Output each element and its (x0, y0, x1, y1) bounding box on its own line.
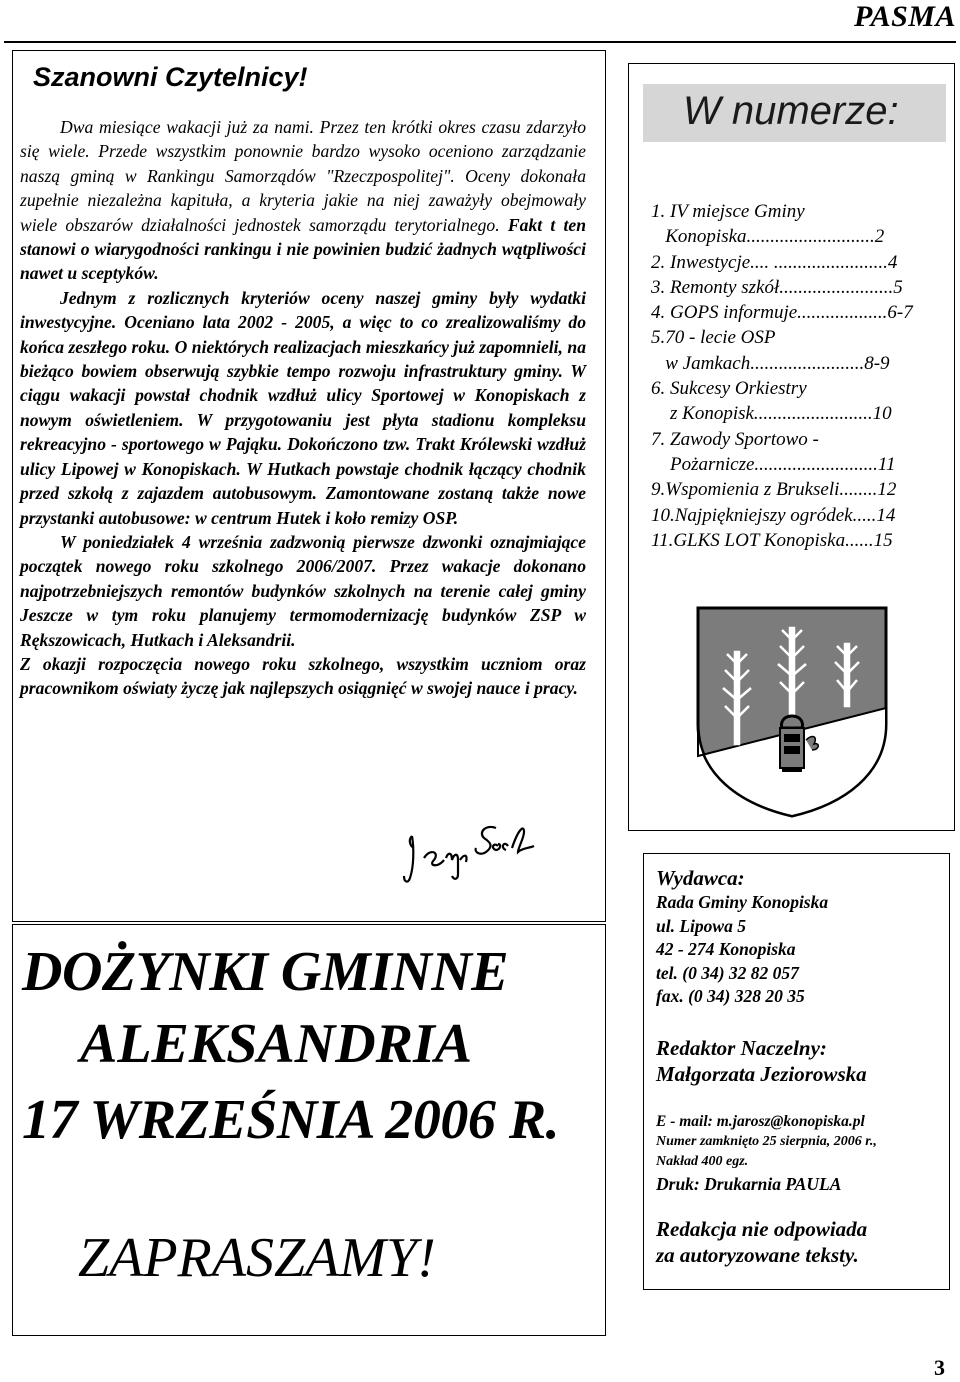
publisher-postal: 42 - 274 Konopiska (656, 939, 796, 960)
editor-name: Małgorzata Jeziorowska (656, 1061, 867, 1086)
toc-list (651, 199, 951, 553)
toc-row: 3. Remonty szkół........................5 (651, 276, 903, 298)
letter-paragraph-2: Jednym z rozlicznych kryteriów oceny naszej gminy były wydatki inwestycyjne. Oceniano lata 2002 - 2005, a więc to co zrealizowaliśmy do końca zeszłego roku. O niektórych realizacjach mieszkańcy już zapomnieli, na bieżąco bowiem obserwują szybkie tempo rozwoju infrastruktury gminy. W ciągu wakacji powstał chodnik wzdłuż ulicy Sportowej w Konopiskach z nowym oświetleniem. W przygotowaniu jest płyta stadionu kompleksu rekreacyjno - sportowego w Pająku. Dokończono tzw. Trakt Królewski wzdłuż ulicy Lipowej w Konopiskach. W Hutkach powstaje chodnik łączący chodnik przed szkołą z zajazdem autobusowym. Zamontowane zostaną także nowe przystanki autobusowe: w centrum Hutek i koło remizy OSP. (20, 287, 586, 528)
event-invite: ZAPRASZAMY! (78, 1227, 436, 1289)
event-date: 17 WRZEŚNIA 2006 R. (22, 1089, 560, 1151)
toc-row: 1. IV miejsce Gminy (651, 201, 805, 222)
letter-paragraph-4: Z okazji rozpoczęcia nowego roku szkolnego, wszystkim uczniom oraz pracownikom oświaty życzę jak najlepszych osiągnięć w swojej nauce i pracy. (20, 653, 586, 699)
publisher-label: Wydawca: (656, 866, 745, 890)
publisher-tel: tel. (0 34) 32 82 057 (656, 962, 799, 983)
toc-row: 6. Sukcesy Orkiestry (651, 378, 807, 400)
toc-row: Pożarnicze..........................11 (651, 453, 896, 475)
header-rule (4, 41, 956, 43)
toc-row: 4. GOPS informuje...................6-7 (651, 302, 913, 324)
publisher-street: ul. Lipowa 5 (656, 915, 746, 936)
letter-paragraph-1-text: Dwa miesiące wakacji już za nami. Przez ten krótki okres czasu zdarzyło się wiele. Przede wszystkim ponownie bardzo wysoko oceniono zarządzanie naszą gminą w Rankingu Samorządów "Rzeczpospolitej". Oceny dokonała zupełnie niezależna kapituła, a kryteria jakie na niej zaważyły obejmowały wiele obszarów działalności jednostek samorządu terytorialnego. (20, 117, 586, 235)
toc-row: 9.Wspomienia z Brukseli........12 (651, 479, 897, 501)
publisher-fax: fax. (0 34) 328 20 35 (656, 986, 805, 1007)
letter-paragraph-1-bold: Fakt t ten stanowi o wiarygodności rankingu i nie powinien budzić żadnych wątpliwości nawet u sceptyków. (20, 214, 587, 284)
email-link[interactable]: E - mail: m.jarosz@konopiska.pl (656, 1112, 865, 1130)
event-place: ALEKSANDRIA (80, 1013, 473, 1075)
editor-label: Redaktor Naczelny: (656, 1035, 827, 1060)
disclaimer-line-2: za autoryzowane teksty. (656, 1242, 859, 1267)
letter-body (20, 115, 586, 701)
print-run: Nakład 400 egz. (656, 1153, 749, 1169)
issue-closed-date: Numer zamknięto 25 sierpnia, 2006 r., (656, 1133, 877, 1149)
toc-row: 11.GLKS LOT Konopiska......15 (651, 529, 893, 551)
toc-row: 2. Inwestycje.... ........................4 (651, 251, 898, 273)
coat-of-arms-icon (694, 604, 890, 820)
disclaimer-line-1: Redakcja nie odpowiada (656, 1216, 868, 1241)
letter-paragraph-3: W poniedziałek 4 września zadzwonią pierwsze dzwonki oznajmiające początek nowego roku szkolnego 2006/2007. Przez wakacje dokonano najpotrzebniejszych remontów budynków szkolnych na terenie całej gminy Jeszcze w tym roku planujemy termomodernizację budynków ZSP w Rększowicach, Hutkach i Aleksandrii. (20, 531, 586, 650)
event-title: DOŻYNKI GMINNE (22, 941, 509, 1003)
printer: Druk: Drukarnia PAULA (656, 1173, 842, 1194)
letter-paragraph-1 (20, 115, 586, 286)
signature-icon (400, 818, 550, 888)
toc-row: z Konopisk.........................10 (651, 403, 892, 425)
toc-row: Konopiska...........................2 (651, 226, 885, 248)
page-number: 3 (934, 1355, 945, 1380)
publisher-name: Rada Gminy Konopiska (656, 892, 829, 912)
masthead-title: PASMA (854, 0, 956, 33)
toc-row: 5.70 - lecie OSP (651, 327, 776, 349)
toc-row: 10.Najpiękniejszy ogródek.....14 (651, 504, 896, 526)
imprint (656, 865, 948, 1268)
letter-title: Szanowni Czytelnicy! (33, 62, 308, 92)
toc-title: W numerze: (683, 89, 899, 133)
toc-row: 7. Zawody Sportowo - (651, 428, 819, 450)
toc-row: w Jamkach........................8-9 (651, 352, 890, 374)
